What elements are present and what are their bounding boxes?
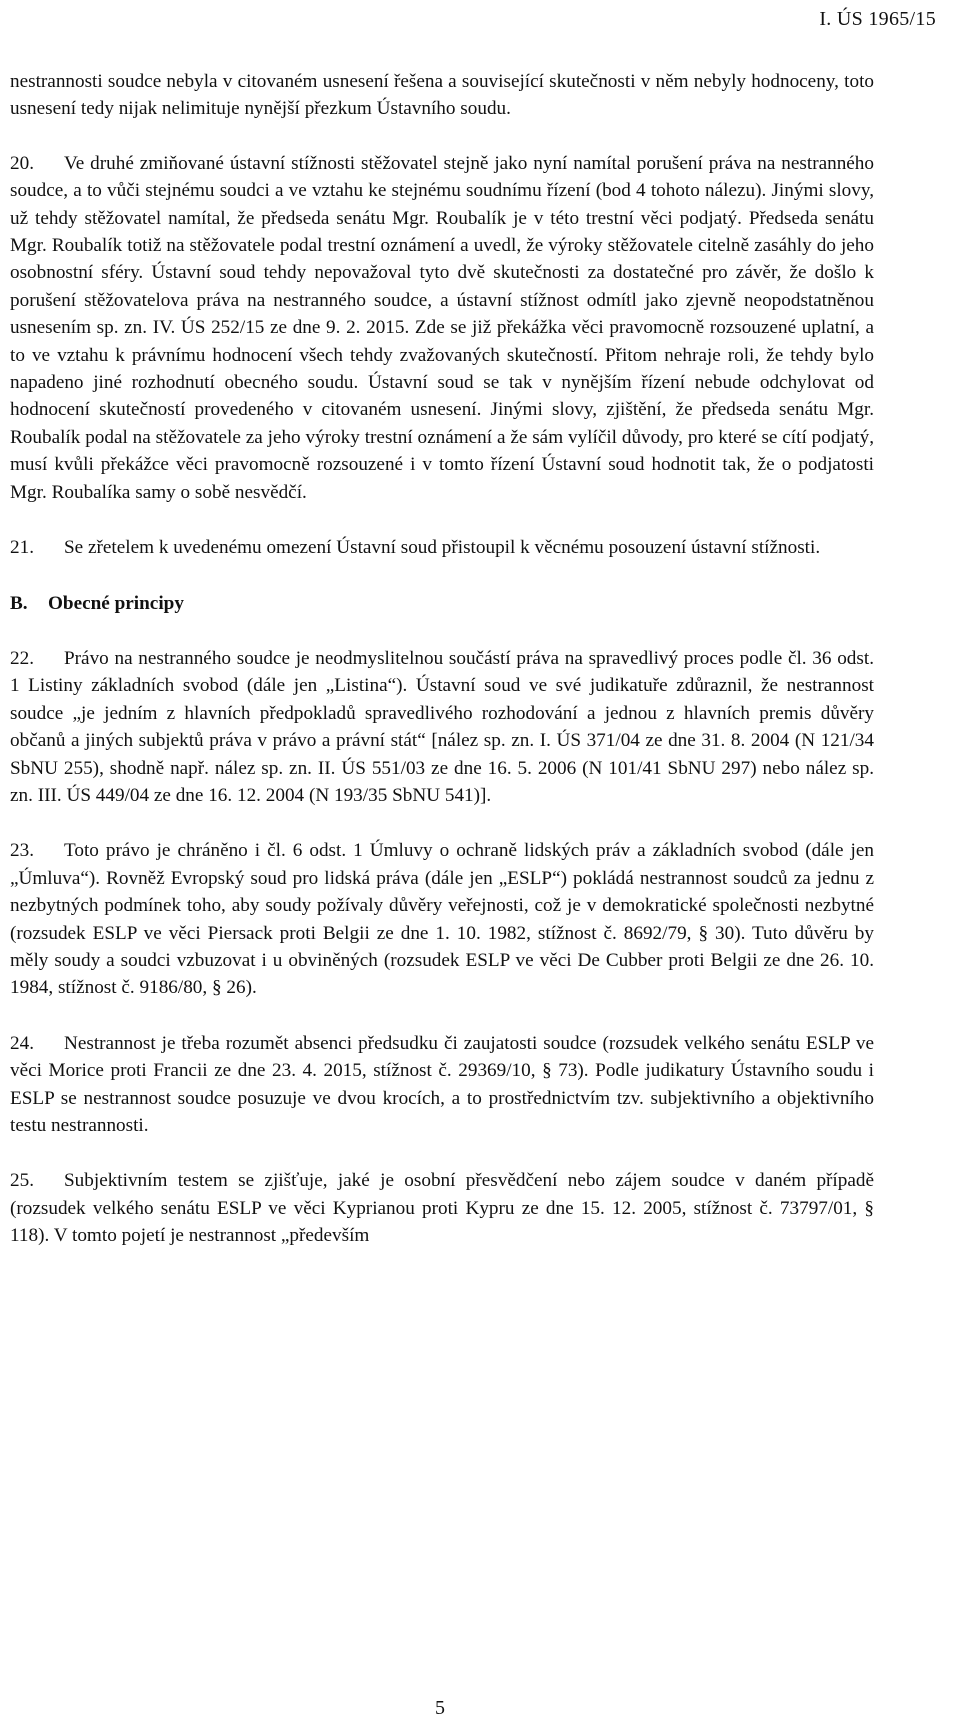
section-letter: B. [10,592,28,614]
paragraph-number: 23. [10,840,34,862]
page-number: 5 [435,1697,445,1719]
paragraph-23 [10,837,874,1001]
paragraph-22 [10,645,874,809]
paragraph-text: Se zřetelem k uvedenému omezení Ústavní soud přistoupil k věcnému posouzení ústavní stížnosti. [64,537,821,559]
document-body [10,68,874,1278]
paragraph-24 [10,1030,874,1140]
paragraph-20 [10,150,874,506]
case-reference: I. ÚS 1965/15 [819,8,936,30]
paragraph-text: Právo na nestranného soudce je neodmyslitelnou součástí práva na spravedlivý proces podle čl. 36 odst. 1 Listiny základních svobod (dále jen „Listina“). Ústavní soud ve své judikatuře zdůraznil, že nestrannost soudce „je jedním z hlavních předpokladů spravedlivého rozhodování a jednou z hlavních premis důvěry občanů a jiných subjektů práva v právo a právní stát“ [nález sp. zn. I. ÚS 371/04 ze dne 31. 8. 2004 (N 121/34 SbNU 255), shodně např. nález sp. zn. II. ÚS 551/03 ze dne 16. 5. 2006 (N 101/41 SbNU 297) nebo nález sp. zn. III. ÚS 449/04 ze dne 16. 12. 2004 (N 193/35 SbNU 541)]. [10,647,874,806]
paragraph-text: Ve druhé zmiňované ústavní stížnosti stěžovatel stejně jako nyní namítal porušení práva na nestranného soudce, a to vůči stejnému soudci a ve vztahu ke stejnému soudnímu řízení (bod 4 tohoto nálezu). Jinými slovy, už tehdy stěžovatel namítal, že předseda senátu Mgr. Roubalík je v této trestní věci podjatý. Předseda senátu Mgr. Roubalík totiž na stěžovatele podal trestní oznámení a uvedl, že výroky stěžovatele citelně zasáhly do jeho osobnostní sféry. Ústavní soud tehdy nepovažoval tyto dvě skutečnosti za dostatečné pro závěr, že došlo k porušení stěžovatelova práva na nestranného soudce, a ústavní stížnost odmítl jako zjevně neopodstatněnou usnesením sp. zn. IV. ÚS 252/15 ze dne 9. 2. 2015. Zde se již překážka věci pravomocně rozsouzené uplatní, a to ve vztahu k právnímu hodnocení všech tehdy zvažovaných skutečností. Přitom nehraje roli, že tehdy bylo napadeno jiné rozhodnutí obecného soudu. Ústavní soud se tak v nynějším řízení nebude odchylovat od hodnocení skutečností provedeného v citovaném usnesení. Jinými slovy, zjištění, že předseda senátu Mgr. Roubalík podal na stěžovatele za jeho výroky trestní oznámení a že sám vylíčil důvody, pro které se cítí podjatý, musí kvůli překážce věci pravomocně rozsouzené i v tomto řízení Ústavní soud hodnotit tak, že o podjatosti Mgr. Roubalíka samy o sobě nesvědčí. [10,152,874,503]
paragraph-number: 25. [10,1170,34,1192]
section-heading [10,590,874,617]
paragraph-number: 22. [10,647,34,669]
paragraph-text: Nestrannost je třeba rozumět absenci předsudku či zaujatosti soudce (rozsudek velkého senátu ESLP ve věci Morice proti Francii ze dne 23. 4. 2015, stížnost č. 29369/10, § 73). Podle judikatury Ústavního soudu i ESLP se nestrannost soudce posuzuje ve dvou krocích, a to prostřednictvím tzv. subjektivního a objektivního testu nestrannosti. [10,1032,874,1136]
paragraph-number: 20. [10,152,34,174]
intro-paragraph: nestrannosti soudce nebyla v citovaném usnesení řešena a související skutečnosti v něm nebyly hodnoceny, toto usnesení tedy nijak nelimituje nynější přezkum Ústavního soudu. [10,71,874,120]
paragraph-text: Subjektivním testem se zjišťuje, jaké je osobní přesvědčení nebo zájem soudce v daném případě (rozsudek velkého senátu ESLP ve věci Kyprianou proti Kypru ze dne 15. 12. 2005, stížnost č. 73797/01, § 118). V tomto pojetí je nestrannost „především [10,1170,874,1247]
paragraph-number: 24. [10,1032,34,1054]
paragraph-number: 21. [10,537,34,559]
paragraph-21 [10,534,874,561]
section-title: Obecné principy [48,592,184,614]
paragraph-25 [10,1167,874,1249]
paragraph-text: Toto právo je chráněno i čl. 6 odst. 1 Úmluvy o ochraně lidských práv a základních svobod (dále jen „Úmluva“). Rovněž Evropský soud pro lidská práva (dále jen „ESLP“) pokládá nestrannost soudců za jednu z nezbytných podmínek toho, aby soudy požívaly důvěry veřejnosti, což je v demokratické společnosti nezbytné (rozsudek ESLP ve věci Piersack proti Belgii ze dne 1. 10. 1982, stížnost č. 8692/79, § 30). Tuto důvěru by měly soudy a soudci vzbuzovat i u obviněných (rozsudek ESLP ve věci De Cubber proti Belgii ze dne 26. 10. 1984, stížnost č. 9186/80, § 26). [10,840,874,999]
